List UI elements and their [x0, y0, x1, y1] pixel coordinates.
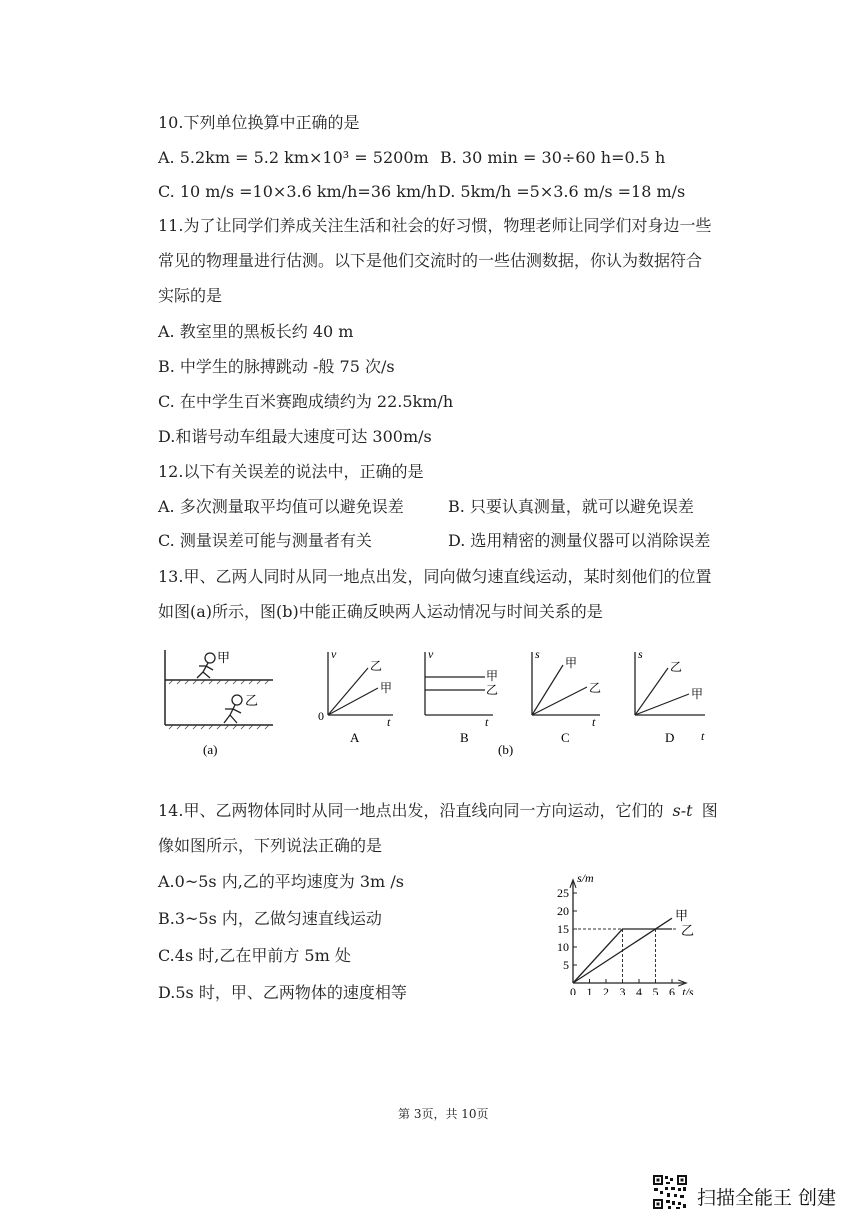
q14-stem-tail: 图	[701, 801, 718, 820]
q13-graph-c	[532, 647, 601, 745]
q13-figure	[155, 640, 715, 770]
q14-st-chart	[545, 855, 720, 995]
q11-stem-line2: 常见的物理量进行估测。以下是他们交流时的一些估测数据，你认为数据符合	[158, 251, 703, 270]
q11-option-d: D.和谐号动车组最大速度可达 300m/s	[158, 427, 432, 446]
q13-figure-a	[165, 650, 273, 757]
st-ytick-label: 5	[563, 958, 569, 972]
st-xtick-label: 2	[603, 985, 609, 995]
st-ytick-label: 15	[557, 922, 569, 936]
watermark-text: 扫描全能王 创建	[697, 1187, 837, 1209]
st-x-axis-label: t/s	[682, 985, 694, 995]
graph-c-option: C	[561, 730, 570, 745]
graph-a-zero: 0	[318, 709, 324, 723]
q11-option-c: C. 在中学生百米赛跑成绩约为 22.5km/h	[158, 392, 454, 411]
st-xtick-label: 1	[586, 985, 593, 995]
st-ytick-label: 10	[557, 940, 569, 954]
st-ticks	[557, 886, 675, 995]
qr-code-icon	[652, 1174, 688, 1210]
fig-b-label: (b)	[498, 742, 514, 757]
q11-stem-line1: 11.为了让同学们养成关注生活和社会的好习惯，物理老师让同学们对身边一些	[158, 216, 712, 235]
q14-stem-text: 14.甲、乙两物体同时从同一地点出发，沿直线向同一方向运动，它们的	[158, 801, 664, 820]
st-guides	[573, 929, 677, 983]
st-y-axis-label: s/m	[577, 870, 594, 885]
graph-a-axis-v: v	[331, 647, 337, 661]
q12-option-c: C. 测量误差可能与测量者有关	[158, 531, 372, 550]
q12-option-b: B. 只要认真测量，就可以避免误差	[448, 497, 694, 516]
q10-option-d: D. 5km/h =5×3.6 m/s =18 m/s	[438, 182, 686, 201]
st-xtick-label: 0	[570, 985, 576, 995]
st-label-yi: 乙	[680, 923, 694, 938]
runner-jia-icon	[197, 653, 215, 678]
q13-graph-a	[318, 647, 393, 745]
runner-yi-label: 乙	[245, 693, 259, 708]
st-xtick-label: 4	[636, 985, 642, 995]
runner-yi-icon	[224, 695, 242, 723]
graph-a-axis-t: t	[387, 715, 391, 729]
q14-option-b: B.3~5s 内，乙做匀速直线运动	[158, 909, 382, 928]
q12-stem: 12.以下有关误差的说法中，正确的是	[158, 462, 424, 481]
q10-stem: 10.下列单位换算中正确的是	[158, 113, 360, 132]
q13-stem-line1: 13.甲、乙两人同时从同一地点出发，同向做匀速直线运动，某时刻他们的位置	[158, 567, 712, 586]
graph-d-option: D	[665, 730, 675, 745]
q10-option-a: A. 5.2km = 5.2 km×10³ = 5200m	[158, 148, 429, 167]
st-series-jia	[573, 918, 672, 983]
st-label-jia: 甲	[675, 908, 689, 924]
graph-a-line-jia	[328, 688, 378, 715]
q11-stem-line3: 实际的是	[158, 286, 223, 305]
st-ytick-label: 20	[557, 904, 569, 918]
graph-b-option: B	[460, 730, 469, 745]
q12-option-a: A. 多次测量取平均值可以避免误差	[158, 497, 404, 516]
graph-b-axis-t: t	[485, 715, 489, 729]
graph-c-axis-s: s	[535, 647, 540, 661]
q13-graph-b	[425, 647, 513, 757]
q10-option-c: C. 10 m/s =10×3.6 km/h=36 km/h	[158, 182, 437, 201]
graph-d-axis-s: s	[638, 647, 643, 661]
st-ytick-label: 25	[557, 886, 569, 900]
graph-d-label-yi: 乙	[670, 660, 683, 674]
q11-option-a: A. 教室里的黑板长约 40 m	[158, 322, 354, 341]
q14-stem-var: s-t	[672, 801, 693, 820]
q14-option-a: A.0~5s 内,乙的平均速度为 3m /s	[158, 872, 404, 891]
q13-stem-line2: 如图(a)所示，图(b)中能正确反映两人运动情况与时间关系的是	[158, 602, 603, 621]
st-xtick-label: 6	[669, 985, 675, 995]
q14-option-d: D.5s 时，甲、乙两物体的速度相等	[158, 983, 407, 1002]
q14-stem-line1	[158, 801, 718, 821]
graph-c-label-jia: 甲	[565, 656, 578, 670]
q14-option-c: C.4s 时,乙在甲前方 5m 处	[158, 946, 351, 965]
graph-c-axis-t: t	[592, 715, 596, 729]
q12-option-d: D. 选用精密的测量仪器可以消除误差	[448, 531, 711, 550]
q10-option-b: B. 30 min = 30÷60 h=0.5 h	[440, 148, 666, 167]
q13-graph-d	[635, 647, 705, 745]
graph-b-label-jia: 甲	[486, 669, 499, 683]
graph-c-label-yi: 乙	[589, 681, 602, 695]
graph-d-axis-t: t	[701, 729, 705, 743]
q14-stem-line2: 像如图所示，下列说法正确的是	[158, 836, 383, 855]
graph-a-option: A	[350, 730, 360, 745]
page-number: 第 3页，共 10页	[398, 1107, 489, 1121]
graph-a-label-yi: 乙	[370, 659, 383, 673]
st-labels	[577, 871, 694, 995]
graph-d-label-jia: 甲	[691, 687, 704, 701]
graph-a-line-yi	[328, 668, 368, 715]
st-xtick-label: 3	[619, 985, 626, 995]
q11-option-b: B. 中学生的脉搏跳动 -般 75 次/s	[158, 357, 395, 376]
st-xtick-label: 5	[652, 985, 659, 995]
st-series	[573, 918, 672, 983]
fig-a-label: (a)	[203, 742, 218, 757]
graph-b-axis-v: v	[428, 647, 434, 661]
runner-jia-label: 甲	[217, 650, 231, 665]
st-axes	[570, 880, 689, 986]
graph-b-label-yi: 乙	[486, 683, 499, 697]
graph-a-label-jia: 甲	[380, 681, 393, 695]
